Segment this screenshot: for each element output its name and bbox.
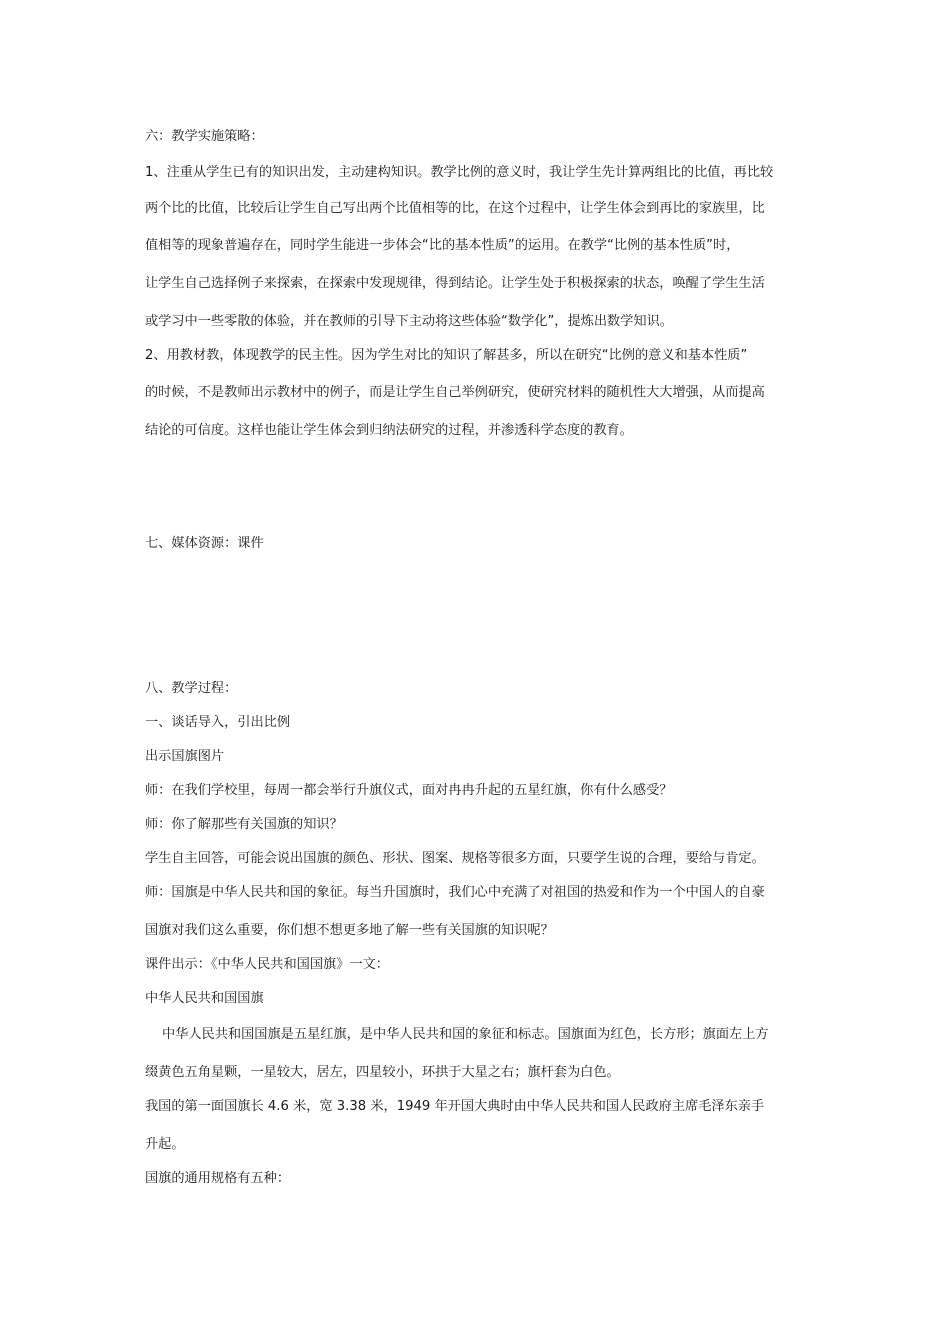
- paragraph-line: 师：你了解那些有关国旗的知识？: [145, 817, 343, 832]
- section-7-heading: 七、媒体资源：课件: [145, 536, 264, 551]
- paragraph-line: 国旗对我们这么重要，你们想不想更多地了解一些有关国旗的知识呢？: [145, 923, 554, 938]
- paragraph-line: 出示国旗图片: [145, 749, 225, 764]
- paragraph-line: 升起。: [145, 1137, 185, 1152]
- paragraph-line: 结论的可信度。这样也能让学生体会到归纳法研究的过程，并渗透科学态度的教育。: [145, 423, 633, 438]
- article-title: 中华人民共和国国旗: [145, 991, 264, 1006]
- paragraph-line: 我国的第一面国旗长 4.6 米，宽 3.38 米，1949 年开国大典时由中华人民共和国人民政府主席毛泽东亲手: [145, 1099, 765, 1114]
- paragraph-line: 学生自主回答，可能会说出国旗的颜色、形状、图案、规格等很多方面，只要学生说的合理，要给与肯定。: [145, 851, 765, 866]
- paragraph-line: 的时候，不是教师出示教材中的例子，而是让学生自己举例研究，使研究材料的随机性大大增强，从而提高: [145, 385, 765, 400]
- paragraph-line: 课件出示：《中华人民共和国国旗》一文：: [145, 957, 389, 972]
- paragraph-line: 师：国旗是中华人民共和国的象征。每当升国旗时，我们心中充满了对祖国的热爱和作为一个中国人的自豪: [145, 885, 765, 900]
- section-6-heading: 六：教学实施策略：: [145, 129, 264, 144]
- paragraph-line: 2、用教材教，体现教学的民主性。因为学生对比的知识了解甚多，所以在研究“比例的意义和基本性质”: [145, 348, 748, 363]
- paragraph-line: 值相等的现象普遍存在，同时学生能进一步体会“比的基本性质”的运用。在教学“比例的基本性质”时，: [145, 238, 740, 253]
- paragraph-line: 中华人民共和国国旗是五星红旗，是中华人民共和国的象征和标志。国旗面为红色，长方形；旗面左上方: [162, 1027, 769, 1042]
- paragraph-line: 师：在我们学校里，每周一都会举行升旗仪式，面对冉冉升起的五星红旗，你有什么感受？: [145, 783, 673, 798]
- paragraph-line: 1、注重从学生已有的知识出发，主动建构知识。教学比例的意义时，我让学生先计算两组比的比值，再比较: [145, 165, 774, 180]
- subsection-heading: 一、谈话导入，引出比例: [145, 715, 291, 730]
- paragraph-line: 或学习中一些零散的体验，并在教师的引导下主动将这些体验“数学化”，提炼出数学知识。: [145, 314, 673, 329]
- paragraph-line: 让学生自己选择例子来探索，在探索中发现规律，得到结论。让学生处于积极探索的状态，唤醒了学生生活: [145, 276, 765, 291]
- paragraph-line: 国旗的通用规格有五种：: [145, 1171, 291, 1186]
- paragraph-line: 缀黄色五角星颗，一星较大，居左，四星较小，环拱于大星之右；旗杆套为白色。: [145, 1065, 620, 1080]
- paragraph-line: 两个比的比值，比较后让学生自己写出两个比值相等的比，在这个过程中，让学生体会到再比的家族里，比: [145, 201, 765, 216]
- section-8-heading: 八、教学过程：: [145, 681, 238, 696]
